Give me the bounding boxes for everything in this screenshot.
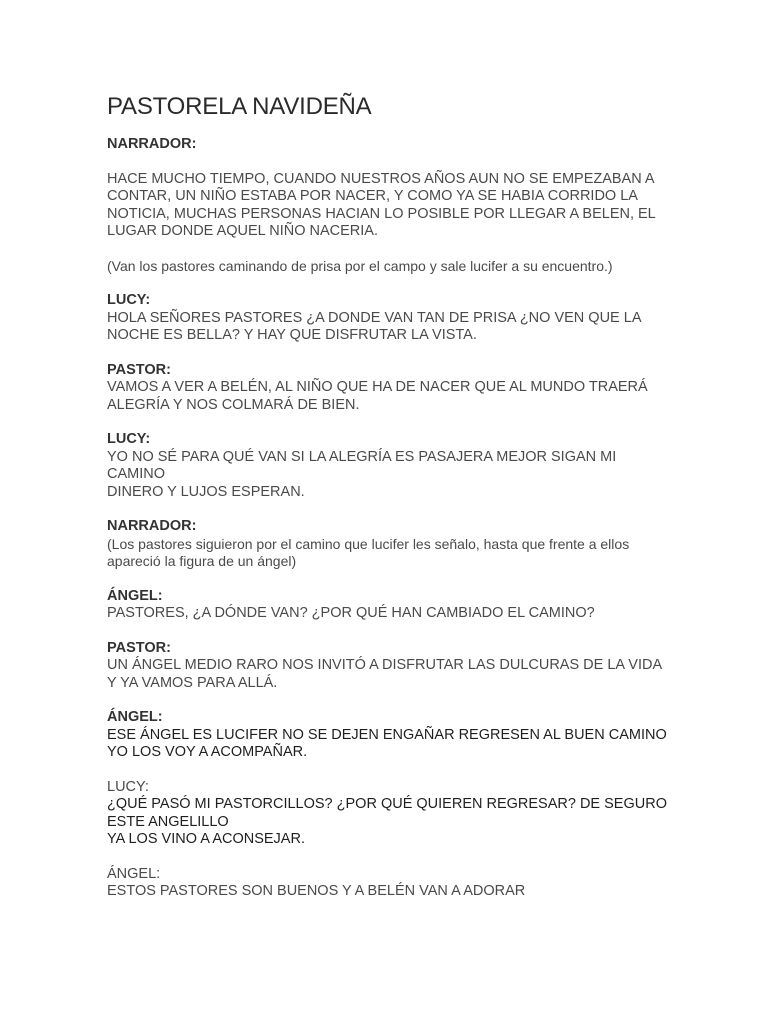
dialogue-block (107, 866, 707, 901)
speaker-label: LUCY: (107, 431, 151, 447)
dialogue-block (107, 518, 707, 571)
speaker-label: PASTOR: (107, 639, 171, 656)
speaker-label: PASTOR: (107, 361, 171, 378)
text-line: apareció la figura de un ángel) (107, 553, 297, 569)
text-line: ¿QUÉ PASÓ MI PASTORCILLOS? ¿POR QUÉ QUIEREN REGRESAR? DE SEGURO (107, 796, 667, 812)
speaker-label: NARRADOR: (107, 136, 197, 152)
dialogue-block (107, 779, 707, 849)
text-line: PASTORES, ¿A DÓNDE VAN? ¿POR QUÉ HAN CAMBIADO EL CAMINO? (107, 605, 595, 621)
text-line: VAMOS A VER A BELÉN, AL NIÑO QUE HA DE NACER QUE AL MUNDO TRAERÁ (107, 379, 648, 395)
text-line: UN ÁNGEL MEDIO RARO NOS INVITÓ A DISFRUTAR LAS DULCURAS DE LA VIDA (107, 657, 663, 673)
text-line: Y YA VAMOS PARA ALLÁ. (107, 674, 278, 691)
text-line: HACE MUCHO TIEMPO, CUANDO NUESTROS AÑOS AUN NO SE EMPEZABAN A (107, 170, 655, 187)
document-page (107, 92, 707, 918)
text-line: HOLA SEÑORES PASTORES ¿A DONDE VAN TAN DE PRISA ¿NO VEN QUE LA (107, 309, 642, 326)
text-line: (Los pastores siguieron por el camino que lucifer les señalo, hasta que frente a ellos (107, 535, 630, 552)
dialogue-block (107, 136, 707, 154)
dialogue-block (107, 588, 707, 623)
speaker-label: ÁNGEL: (107, 587, 163, 604)
text-line: (Van los pastores caminando de prisa por el campo y sale lucifer a su encuentro.) (107, 257, 613, 274)
dialogue-block (107, 709, 707, 762)
text-line: CONTAR, UN NIÑO ESTABA POR NACER, Y COMO YA SE HABIA CORRIDO LA (107, 188, 638, 204)
text-line: LUGAR DONDE AQUEL NIÑO NACERIA. (107, 223, 378, 239)
text-line: YA LOS VINO A ACONSEJAR. (107, 831, 305, 847)
dialogue-block (107, 431, 707, 501)
speaker-label: LUCY: (107, 292, 151, 308)
speaker-label: LUCY: (107, 778, 149, 795)
dialogue-block (107, 362, 707, 415)
text-line: ESTOS PASTORES SON BUENOS Y A BELÉN VAN A ADORAR (107, 883, 526, 899)
speaker-label: ÁNGEL: (107, 709, 163, 725)
text-line: NOCHE ES BELLA? Y HAY QUE DISFRUTAR LA VISTA. (107, 327, 477, 343)
stage-direction (107, 258, 707, 276)
text-line: CAMINO (107, 466, 165, 482)
text-line: ESE ÁNGEL ES LUCIFER NO SE DEJEN ENGAÑAR REGRESEN AL BUEN CAMINO (107, 726, 667, 743)
text-line: NOTICIA, MUCHAS PERSONAS HACIAN LO POSIBLE POR LLEGAR A BELEN, EL (107, 205, 656, 222)
narration-paragraph (107, 171, 707, 241)
speaker-label: ÁNGEL: (107, 865, 161, 882)
speaker-label: NARRADOR: (107, 518, 197, 534)
text-line: ESTE ANGELILLO (107, 813, 229, 830)
text-line: DINERO Y LUJOS ESPERAN. (107, 483, 305, 500)
dialogue-block (107, 640, 707, 693)
document-title: PASTORELA NAVIDEÑA (107, 93, 372, 120)
text-line: YO NO SÉ PARA QUÉ VAN SI LA ALEGRÍA ES PASAJERA MEJOR SIGAN MI (107, 448, 617, 465)
text-line: YO LOS VOY A ACOMPAÑAR. (107, 744, 308, 760)
dialogue-block (107, 292, 707, 345)
text-line: ALEGRÍA Y NOS COLMARÁ DE BIEN. (107, 396, 360, 413)
